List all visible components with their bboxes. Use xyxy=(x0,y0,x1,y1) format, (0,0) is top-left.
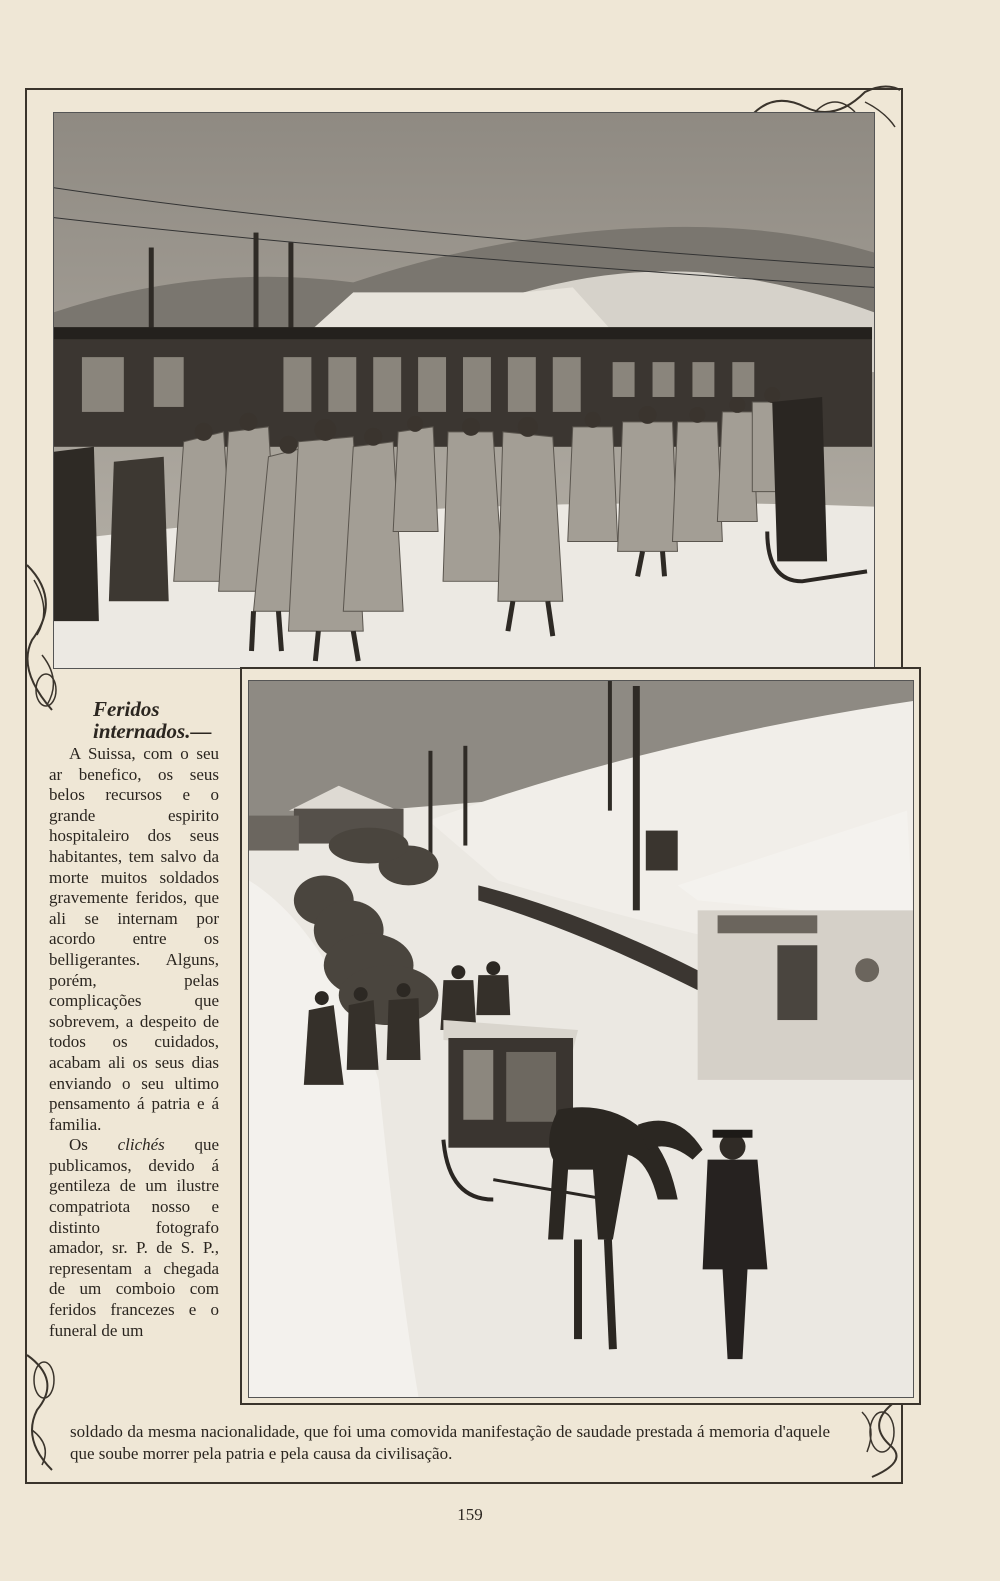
paragraph-2-italic-word: clichés xyxy=(117,1135,165,1155)
photo-funeral-procession xyxy=(248,680,914,1398)
paragraph-2-lead: Os xyxy=(69,1135,88,1155)
article-headline: Feridos internados.— xyxy=(93,697,212,743)
article-column xyxy=(49,698,219,1341)
bottom-right-ornament xyxy=(852,1392,908,1480)
article-paragraph-1: A Suissa, com o seu ar benefico, os seus belos recursos e o grande espirito hospitaleiro dos seus habitantes, tem salvo da morte muitos soldados gravemente feridos, que ali se internam por acordo entre os belligerantes. Alguns, porém, pelas complicações que sobrevem, a despeito de todos os cuidados, acabam ali os seus dias enviando o seu ultimo pensamento á patria e á familia. xyxy=(49,744,219,1134)
photo-train-arrival xyxy=(53,112,875,669)
bottom-left-ornament xyxy=(22,1350,68,1478)
article-paragraph-2 xyxy=(49,1135,219,1341)
page-number: 159 xyxy=(457,1505,483,1524)
paragraph-2-body: que publicamos, devido á gentileza de um ilustre compatriota nosso e distinto fotografo amador, sr. P. de S. P., representam a chegada de um comboio com feridos francezes e o funeral de um xyxy=(49,1135,219,1340)
article-paragraph-2-tail: soldado da mesma nacionalidade, que foi uma comovida manifestação de saudade prestada á memoria d'aquele que soube morrer pela patria e pela causa da civilisação. xyxy=(70,1422,830,1463)
